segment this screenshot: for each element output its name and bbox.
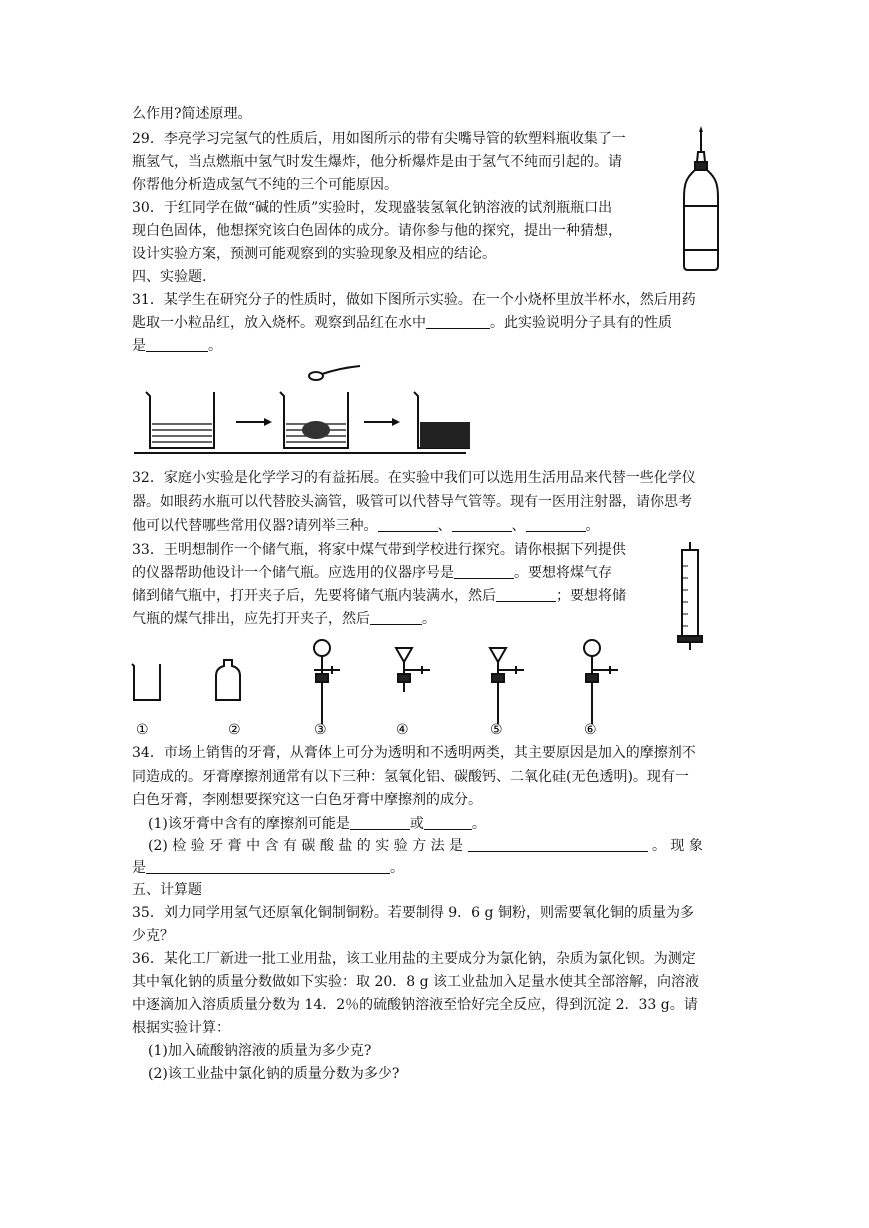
text-line: 么作用?简述原理。 [132, 106, 252, 122]
text-line: 你帮他分析造成氢气不纯的三个可能原因。 [132, 177, 398, 193]
text-line: 现白色固体，他想探究该白色固体的成分。请你参与他的探究，提出一种猜想， [132, 223, 622, 239]
question-31: 31．某学生在研究分子的性质时，做如下图所示实验。在一个小烧杯里放半杯水，然后用药 [132, 292, 696, 308]
text-line: 其中氧化钠的质量分数做如下实验：取 20．8 g 该工业盐加入足量水使其全部溶解，向溶液 [132, 974, 700, 990]
text-line: (2) 检 验 牙 膏 中 含 有 碳 酸 盐 的 实 验 方 法 是 。 现 象 [148, 838, 703, 854]
text-line: (1)加入硫酸钠溶液的质量为多少克? [148, 1043, 372, 1059]
question-33: 33．王明想制作一个储气瓶，将家中煤气带到学校进行探究。请你根据下列提供 [132, 542, 626, 558]
blank-line [452, 517, 512, 532]
text-line: 是 。 [132, 860, 404, 876]
section-heading-5: 五、计算题 [132, 882, 202, 898]
apparatus-label: ③ [314, 722, 327, 736]
beaker-diffusion-figure [130, 360, 470, 460]
question-34: 34．市场上销售的牙膏，从膏体上可分为透明和不透明两类，其主要原因是加入的摩擦剂不 [132, 745, 696, 761]
question-35: 35．刘力同学用氢气还原氧化铜制铜粉。若要制得 9．6 g 铜粉，则需要氧化铜的质量为多 [132, 905, 694, 921]
blank-line [350, 815, 410, 830]
apparatus-label: ⑤ [490, 722, 503, 736]
apparatus-label: ⑥ [584, 722, 597, 736]
section-heading-4: 四、实验题. [132, 269, 207, 285]
text-line: 少克？ [132, 928, 174, 944]
blank-line [426, 314, 490, 329]
text-line: 同造成的。牙膏摩擦剂通常有以下三种：氢氧化铝、碳酸钙、二氧化硅(无色透明)。现有一 [132, 769, 689, 785]
text-line: 器。如眼药水瓶可以代替胶头滴管，吸管可以代替导气管等。现有一医用注射器，请你思考 [132, 494, 692, 510]
text-line: 瓶氢气，当点燃瓶中氢气时发生爆炸，他分析爆炸是由于氢气不纯而引起的。请 [132, 154, 622, 170]
blank-line [454, 564, 514, 579]
blank-line [378, 517, 438, 532]
text-line: 气瓶的煤气排出，应先打开夹子，然后 。 [132, 611, 436, 627]
blank-line [424, 815, 472, 830]
text-line: (1)该牙膏中含有的摩擦剂可能是 或 。 [148, 816, 486, 832]
blank-line [146, 859, 390, 874]
question-30: 30．于红同学在做“碱的性质”实验时，发现盛装氢氧化钠溶液的试剂瓶瓶口出 [132, 200, 613, 216]
question-32: 32．家庭小实验是化学学习的有益拓展。在实验中我们可以选用生活用品来代替一些化学仪 [132, 470, 696, 486]
text-line: 白色牙膏，李刚想要探究这一白色牙膏中摩擦剂的成分。 [132, 792, 482, 808]
text-line: 的仪器帮助他设计一个储气瓶。应选用的仪器序号是 。要想将煤气存 [132, 565, 612, 581]
apparatus-label: ④ [396, 722, 409, 736]
text-line: 是 。 [132, 338, 222, 354]
blank-line [468, 837, 648, 852]
text-line: 中逐滴加入溶质质量分数为 14．2％的硫酸钠溶液至恰好完全反应，得到沉淀 2．33 g。请 [132, 997, 698, 1013]
question-36: 36．某化工厂新进一批工业用盐，该工业用盐的主要成分为氯化钠，杂质为氯化钡。为测定 [132, 951, 696, 967]
plastic-bottle-figure [676, 126, 726, 274]
apparatus-figure [128, 630, 648, 736]
blank-line [526, 517, 586, 532]
question-29: 29．李亮学习完氢气的性质后，用如图所示的带有尖嘴导管的软塑料瓶收集了一 [132, 131, 626, 147]
text-line: 他可以代替哪些常用仪器?请列举三种。 、 、 。 [132, 518, 600, 534]
apparatus-label: ① [136, 722, 149, 736]
apparatus-label: ② [228, 722, 241, 736]
text-line: 储到储气瓶中，打开夹子后，先要将储气瓶内装满水，然后 ；要想将储 [132, 588, 626, 604]
text-line: 设计实验方案，预测可能观察到的实验现象及相应的结论。 [132, 246, 496, 262]
text-line: 匙取一小粒品红，放入烧杯。观察到品红在水中 。此实验说明分子具有的性质 [132, 315, 672, 331]
blank-line [496, 587, 556, 602]
syringe-figure [672, 540, 712, 652]
text-line: 根据实验计算： [132, 1020, 230, 1036]
text-line: (2)该工业盐中氯化钠的质量分数为多少? [148, 1066, 400, 1082]
blank-line [370, 610, 422, 625]
blank-line [146, 337, 208, 352]
